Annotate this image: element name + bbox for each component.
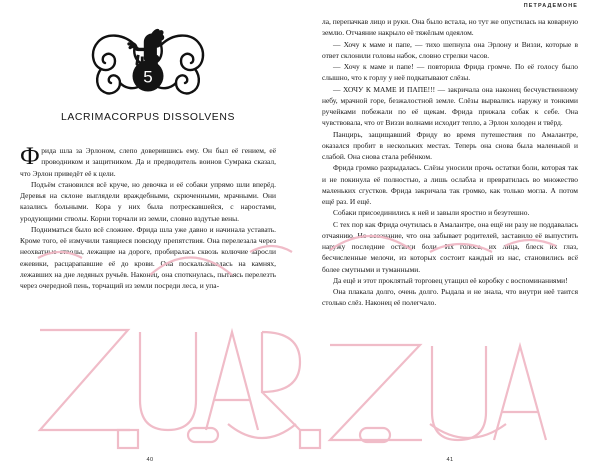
chapter-title: LACRIMACORPUS DISSOLVENS xyxy=(60,112,236,123)
paragraph: Фрида громко разрыдалась. Слёзы уносили прочь остатки боли, которая так и не покинула её полностью, а лишь ослабла и превратилась во множество маленьких сгустков. Фрида закричала так громко, как только могла. А потом ещё раз. И ещё. xyxy=(322,163,578,206)
paragraph: — ХОЧУ К МАМЕ И ПАПЕ!!! — закричала она наконец бесчувственному небу, мрачной горе, безжалостной земле. Слёзы вырвались наружу и тонкими ручейками побежали по её щекам. Фрида прижала собак к себе. Она чувствовала, что от Виззи волнами исходит тепло, а Эрлон холоден и твёрд. xyxy=(322,84,578,128)
dog-on-flourish-emblem-icon xyxy=(73,20,223,106)
left-page-body xyxy=(20,145,276,291)
paragraph: Подъём становился всё круче, но девочка и её собаки упрямо шли вперёд. Деревья на склоне выглядели враждебными, скрюченными, мрачными. Они казались больными. Кора у них была потрескавшейся, с наростами, уродующими стволы. Корни торчали из земли, словно вздутые вены. xyxy=(20,179,276,223)
paragraph: Панцирь, защищавший Фриду во время путешествия по Амалантре, оказался пробит в нескольких местах. Теперь она снова была маленькой и слабой. Она снова стала ребёнком. xyxy=(322,129,578,161)
paragraph: Да ещё и этот проклятый торговец утащил её коробку с воспоминаниями! xyxy=(333,275,568,285)
paragraph: Собаки присоединились к ней и завыли яростно и безутешно. xyxy=(333,208,530,218)
paragraph-text: рида шла за Эрлоном, слепо доверившись ему. Он был её гением, её проводником и защитником. Да и предводитель воинов Сумрака сказал, что Эрлон приведёт её к цели. xyxy=(20,146,276,178)
running-head: ПЕТРАДЕМОНЕ xyxy=(523,3,578,9)
chapter-number-text: 5 xyxy=(143,67,153,87)
right-page-body xyxy=(322,16,578,309)
drop-cap: Ф xyxy=(20,143,40,170)
paragraph xyxy=(20,145,276,179)
paragraph: — Хочу к маме и папе! — повторила Фрида громче. По её голосу было слышно, что к горлу у неё подкатывают слёзы. xyxy=(322,62,578,83)
right-page xyxy=(300,0,600,471)
paragraph: — Хочу к маме и папе, — тихо шепнула она Эрлону и Виззи, которые в ответ склонили головы набок, словно стрелки часов. xyxy=(322,39,578,60)
folio-left: 40 xyxy=(146,457,154,463)
chapter-emblem xyxy=(20,20,276,108)
paragraph: Она плакала долго, очень долго. Рыдала и не знала, что внутри неё таится столько слёз. Наконец её полегчало. xyxy=(322,287,578,308)
paragraph: ла, перепачкав лицо и руки. Она было встала, но тут же опустилась на коварную землю. Отчаяние накрыло её тяжёлым одеялом. xyxy=(322,17,578,38)
paragraph: С тех пор как Фрида очутилась в Амалантре, она ещё ни разу не поддавалась отчаянию. Но осознание, что она забывает родителей, заставило её выпустить наружу последние остатки боли. Их голоса, их лица, блеск их глаз, бесчисленные мелочи, из которых состоит каждый из нас, становились всё более смутными и туманными. xyxy=(322,219,578,274)
paragraph: Подниматься было всё сложнее. Фрида шла уже давно и начинала уставать. Кроме того, её измучили таящиеся повсюду препятствия. Она перелезала через неохватные стволы, лежащие на дороге, пробиралась сквозь колючие заросли ежевики, расцарапавшие её до крови. Она поскальзывалась на камнях, лежавших на дне ледяных ручьёв. Наконец, она споткнулась, пытаясь перелезть через очередной пень, торчащий из земли посреди леса, и упа- xyxy=(20,224,276,290)
folio-right: 41 xyxy=(446,457,454,463)
